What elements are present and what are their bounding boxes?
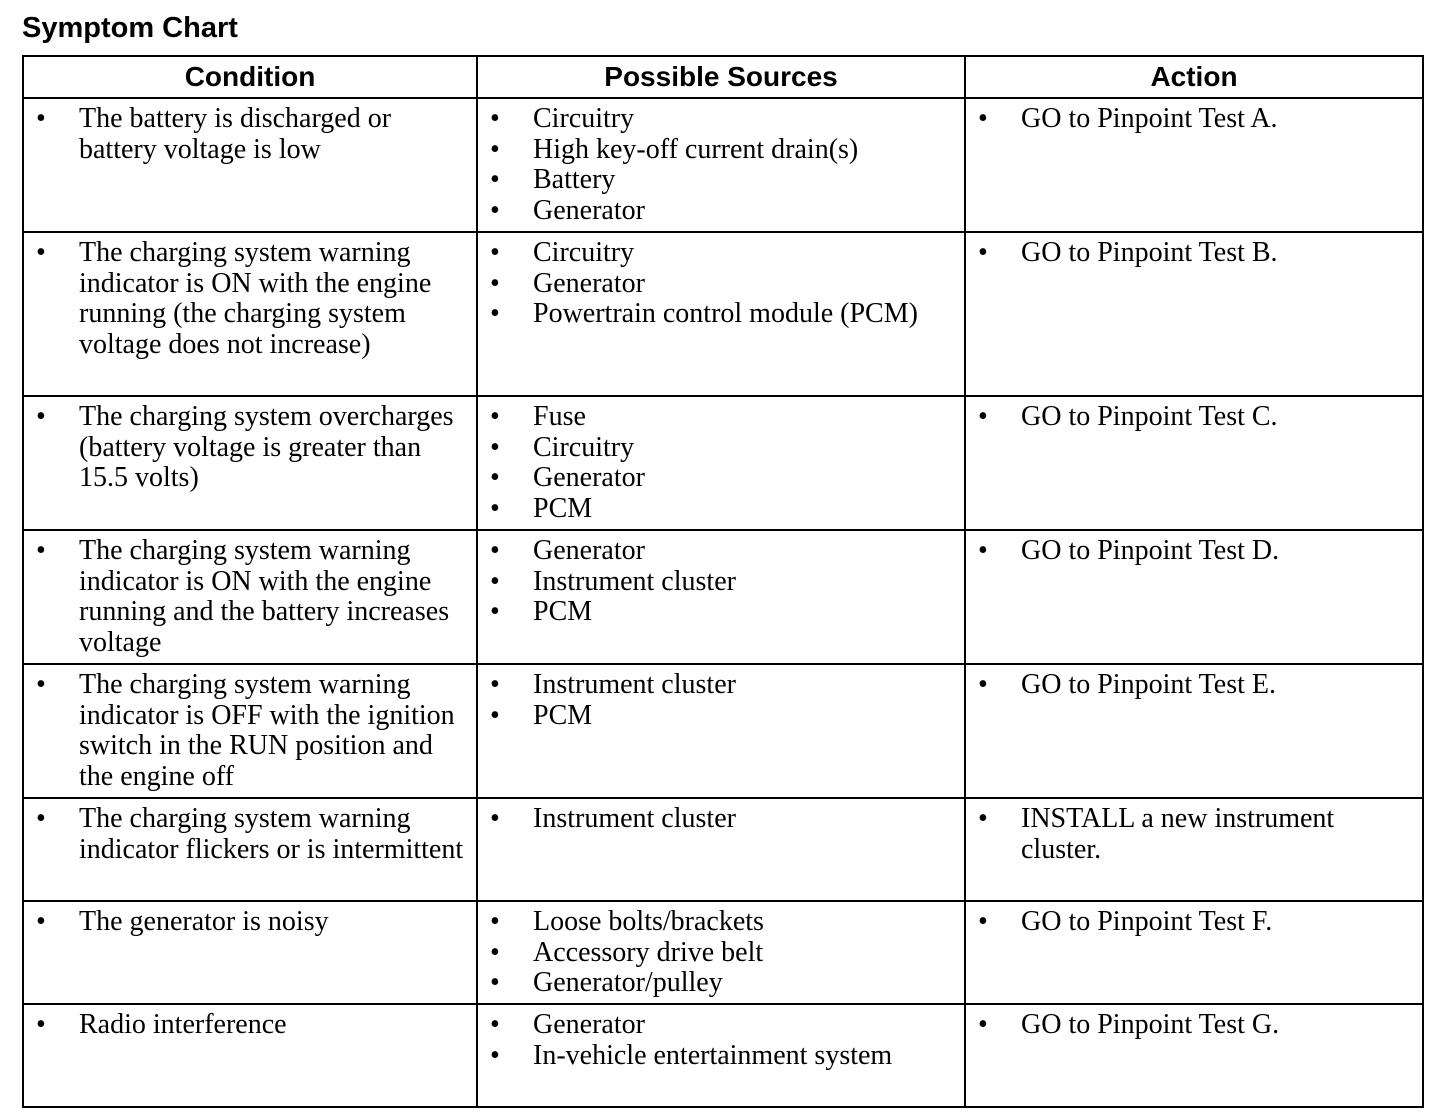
action-text: • INSTALL a new instrument cluster. — [966, 804, 1422, 865]
header-action: Action — [965, 56, 1423, 98]
action-cell — [965, 232, 1423, 396]
condition-cell — [23, 396, 477, 530]
action-text: • GO to Pinpoint Test A. — [966, 104, 1422, 135]
sources-cell — [477, 232, 965, 396]
source-item: • Instrument cluster — [478, 804, 964, 835]
action-cell — [965, 530, 1423, 664]
condition-text: • The generator is noisy — [24, 907, 476, 938]
source-item: • Generator — [478, 269, 964, 300]
sources-cell — [477, 396, 965, 530]
table-row — [23, 798, 1423, 901]
table-row — [23, 901, 1423, 1004]
source-item: • Accessory drive belt — [478, 938, 964, 969]
action-cell — [965, 396, 1423, 530]
source-item: • Instrument cluster — [478, 670, 964, 701]
sources-cell — [477, 98, 965, 232]
sources-cell — [477, 798, 965, 901]
table-row — [23, 530, 1423, 664]
condition-cell — [23, 798, 477, 901]
source-item: • In-vehicle entertainment system — [478, 1041, 964, 1072]
source-item: • Powertrain control module (PCM) — [478, 299, 964, 330]
action-text: • GO to Pinpoint Test D. — [966, 536, 1422, 567]
source-item: • Circuitry — [478, 238, 964, 269]
table-row — [23, 664, 1423, 798]
condition-text: • The charging system overcharges (battery voltage is greater than 15.5 volts) — [24, 402, 476, 494]
source-item: • Loose bolts/brackets — [478, 907, 964, 938]
symptom-table — [22, 55, 1424, 1108]
condition-text: • Radio interference — [24, 1010, 476, 1041]
condition-text: • The charging system warning indicator is ON with the engine running (the charging system voltage does not increase) — [24, 238, 476, 360]
source-item: • Generator — [478, 536, 964, 567]
action-text: • GO to Pinpoint Test B. — [966, 238, 1422, 269]
sources-cell — [477, 664, 965, 798]
action-text: • GO to Pinpoint Test G. — [966, 1010, 1422, 1041]
table-row — [23, 98, 1423, 232]
source-item: • PCM — [478, 494, 964, 525]
action-cell — [965, 798, 1423, 901]
table-header-row — [23, 56, 1423, 98]
action-cell — [965, 901, 1423, 1004]
action-cell — [965, 664, 1423, 798]
condition-cell — [23, 901, 477, 1004]
source-item: • Battery — [478, 165, 964, 196]
source-item: • Generator — [478, 1010, 964, 1041]
sources-cell — [477, 530, 965, 664]
table-row — [23, 1004, 1423, 1107]
table-row — [23, 396, 1423, 530]
source-item: • Generator — [478, 196, 964, 227]
condition-cell — [23, 664, 477, 798]
source-item: • PCM — [478, 701, 964, 732]
condition-text: • The battery is discharged or battery voltage is low — [24, 104, 476, 165]
sources-cell — [477, 1004, 965, 1107]
header-condition: Condition — [23, 56, 477, 98]
condition-text: • The charging system warning indicator is OFF with the ignition switch in the RUN position and the engine off — [24, 670, 476, 792]
page-title: Symptom Chart — [22, 12, 238, 44]
action-text: • GO to Pinpoint Test F. — [966, 907, 1422, 938]
action-text: • GO to Pinpoint Test E. — [966, 670, 1422, 701]
source-item: • Circuitry — [478, 433, 964, 464]
condition-cell — [23, 98, 477, 232]
source-item: • Generator/pulley — [478, 968, 964, 999]
source-item: • Circuitry — [478, 104, 964, 135]
source-item: • Generator — [478, 463, 964, 494]
action-cell — [965, 1004, 1423, 1107]
action-cell — [965, 98, 1423, 232]
source-item: • PCM — [478, 597, 964, 628]
condition-text: • The charging system warning indicator flickers or is intermittent — [24, 804, 476, 865]
sources-cell — [477, 901, 965, 1004]
header-possible-sources: Possible Sources — [477, 56, 965, 98]
source-item: • Fuse — [478, 402, 964, 433]
condition-cell — [23, 530, 477, 664]
condition-cell — [23, 232, 477, 396]
table-row — [23, 232, 1423, 396]
condition-cell — [23, 1004, 477, 1107]
action-text: • GO to Pinpoint Test C. — [966, 402, 1422, 433]
source-item: • Instrument cluster — [478, 567, 964, 598]
source-item: • High key-off current drain(s) — [478, 135, 964, 166]
condition-text: • The charging system warning indicator is ON with the engine running and the battery increases voltage — [24, 536, 476, 658]
